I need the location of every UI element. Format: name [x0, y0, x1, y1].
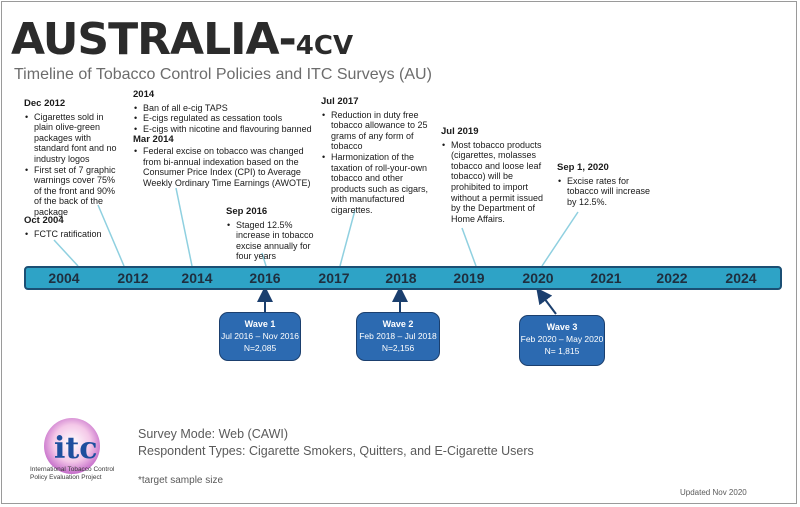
event-head: Jul 2017: [321, 96, 359, 107]
event-dec-2012: [24, 99, 124, 218]
survey-mode: Survey Mode: Web (CAWI): [138, 427, 289, 441]
wave-dates: Jul 2016 – Nov 2016: [221, 331, 299, 341]
event-item: • Excise rates for tobacco will increase by 12.5%.: [564, 176, 659, 208]
title-suffix: 4CV: [295, 31, 354, 61]
year-label: 2021: [590, 270, 622, 286]
wave-3-box: [519, 315, 605, 366]
event-jul-2019: [441, 127, 553, 224]
event-item: • Ban of all e-cig TAPS: [140, 103, 313, 114]
wave-sample: N=2,156: [381, 343, 415, 353]
footnote: *target sample size: [138, 475, 224, 486]
wave-dates: Feb 2020 – May 2020: [520, 334, 604, 344]
wave-1-box: [219, 312, 301, 361]
event-oct-2004: [24, 216, 114, 239]
event-item: • Most tobacco products (cigarettes, molasses tobacco and loose leaf tobacco) will be prohibited to import without a permit issued by the Department of Home Affairs.: [448, 140, 553, 225]
title-main: AUSTRALIA-: [11, 14, 296, 65]
year-label: 2018: [385, 270, 417, 286]
logo-caption: International Tobacco Control Policy Evaluation Project: [30, 466, 115, 481]
connector-jul2019: [462, 228, 476, 266]
event-sep-2016: [226, 207, 322, 262]
event-item: • Cigarettes sold in plain olive-green packages with standard font and no industry logos: [31, 112, 124, 165]
wave-sample: N=2,085: [243, 343, 277, 353]
event-jul-2017: [321, 97, 437, 216]
wave-title: Wave 3: [546, 322, 578, 332]
year-label: 2004: [48, 270, 80, 286]
connector-2014: [176, 188, 192, 266]
event-head: 2014: [133, 89, 155, 100]
event-item: • E-cigs with nicotine and flavouring banned: [140, 124, 313, 135]
year-label: 2016: [249, 270, 281, 286]
logo-word: itc: [54, 431, 98, 466]
wave3-arrow: [541, 294, 556, 314]
event-head: Sep 1, 2020: [557, 162, 609, 173]
wave-title: Wave 1: [244, 319, 276, 329]
event-head: Oct 2004: [24, 215, 64, 226]
connector-oct2004: [54, 240, 78, 266]
event-head-mar-2014: Mar 2014: [133, 134, 174, 146]
event-item: • FCTC ratification: [31, 229, 114, 240]
page-subtitle: Timeline of Tobacco Control Policies and ITC Surveys (AU): [14, 66, 432, 83]
year-label: 2022: [656, 270, 688, 286]
event-head: Dec 2012: [24, 98, 66, 109]
event-item: • Federal excise on tobacco was changed from bi-annual indexation based on the Consumer Price Index (CPI) to Average Weekly Ordinary Time Earnings (AWOTE): [140, 146, 313, 188]
updated-date: Updated Nov 2020: [680, 488, 747, 497]
year-label: 2024: [725, 270, 757, 286]
wave-2-box: [356, 312, 440, 361]
year-label: 2012: [117, 270, 149, 286]
year-label: 2017: [318, 270, 350, 286]
event-item: • Harmonization of the taxation of roll-your-own tobacco and other products such as cigars, with manufactured cigarettes.: [328, 152, 437, 216]
event-head: Sep 2016: [226, 206, 268, 217]
wave-sample: N= 1,815: [544, 346, 580, 356]
respondent-types: Respondent Types: Cigarette Smokers, Quitters, and E-Cigarette Users: [138, 444, 534, 458]
year-label: 2019: [453, 270, 485, 286]
event-head: Jul 2019: [441, 126, 479, 137]
event-item: • Staged 12.5% increase in tobacco excise annually for four years: [233, 220, 322, 262]
wave-title: Wave 2: [382, 319, 414, 329]
event-sep-2020: [557, 163, 659, 207]
wave-dates: Feb 2018 – Jul 2018: [359, 331, 437, 341]
event-item: • Reduction in duty free tobacco allowance to 25 grams of any form of tobacco: [328, 110, 437, 152]
event-2014: [133, 90, 313, 188]
year-label: 2014: [181, 270, 213, 286]
year-label: 2020: [522, 270, 554, 286]
event-item: • First set of 7 graphic warnings cover 75% of the front and 90% of the back of the package: [31, 165, 124, 218]
connector-jul2017: [340, 210, 355, 266]
event-item: • E-cigs regulated as cessation tools: [140, 113, 313, 124]
